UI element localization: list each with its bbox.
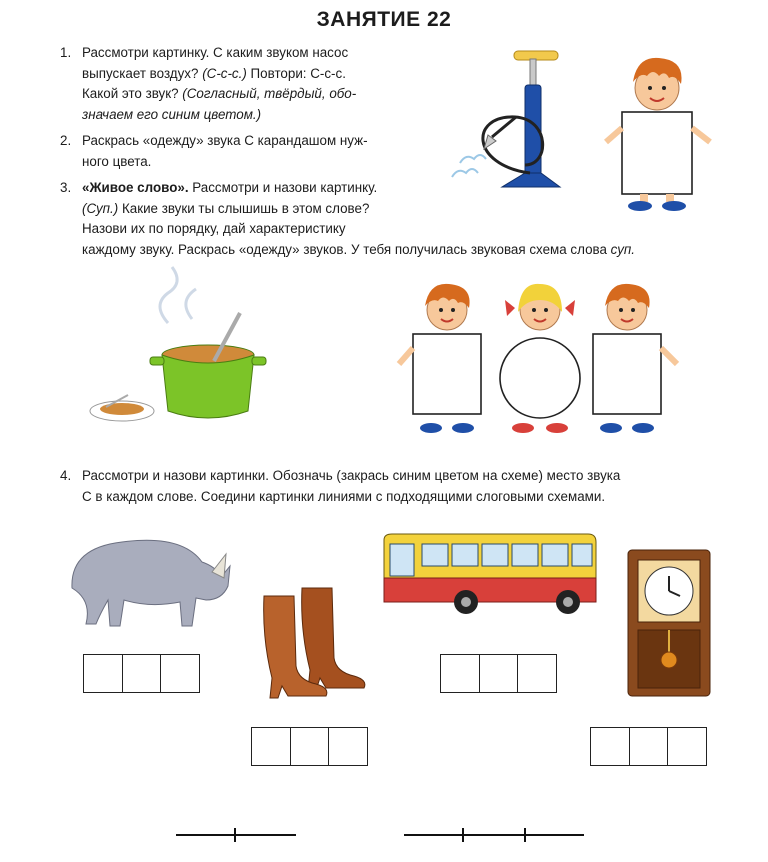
task-4-number: 4. — [60, 468, 72, 483]
task-3-question: Какие звуки ты слышишь в этом слове? — [121, 200, 370, 216]
sound-cell[interactable] — [83, 654, 123, 693]
sound-cell[interactable] — [328, 727, 368, 766]
task-1-hint: (Согласный, твёрдый, обо- — [182, 86, 357, 101]
sound-cell[interactable] — [440, 654, 480, 693]
rhino-illustration — [62, 528, 232, 633]
soup-pot-illustration — [88, 283, 268, 433]
syllable-divider — [524, 828, 526, 842]
boy-sound-figure — [600, 48, 720, 218]
task-1-line-2 — [82, 64, 412, 85]
task-4 — [60, 466, 732, 507]
sound-cell[interactable] — [479, 654, 519, 693]
task-4-line-2: С в каждом слове. Соедини картинки линиями с подходящими слоговыми схемами. — [82, 488, 606, 504]
sound-scheme-boots[interactable] — [253, 727, 368, 766]
task-1-hint-end: значаем его синим цветом.) — [82, 106, 262, 122]
boots-illustration — [258, 582, 368, 697]
bicycle-pump-illustration — [430, 45, 570, 195]
child-consonant-1 — [399, 284, 481, 433]
task-3-number: 3. — [60, 180, 72, 195]
task-3-word: суп. — [610, 241, 636, 257]
sound-cell[interactable] — [251, 727, 291, 766]
sound-scheme-bus[interactable] — [442, 654, 557, 693]
task-3-answer: (Суп.) — [82, 200, 119, 216]
task-3-instruction: каждому звуку. Раскрась «одежду» звуков. У тебя получилась звуковая схема слова — [82, 241, 607, 257]
child-vowel — [500, 284, 580, 433]
bus-illustration — [378, 530, 600, 620]
sound-cell[interactable] — [629, 727, 669, 766]
task-1-line-4 — [82, 105, 412, 126]
task-2-number: 2. — [60, 133, 72, 148]
task-4-line-1: Рассмотри и назови картинки. Обозначь (закрась синим цветом на схеме) место звука — [82, 468, 621, 483]
syllable-divider — [234, 828, 236, 842]
task-1-text: выпускает воздух? — [82, 65, 199, 81]
task-1-number: 1. — [60, 45, 72, 60]
task-2 — [60, 131, 412, 172]
sound-cell[interactable] — [667, 727, 707, 766]
task-1 — [60, 43, 412, 125]
task-3-heading: «Живое слово». — [82, 180, 189, 195]
syllable-scheme-two[interactable] — [176, 834, 296, 836]
sound-cell[interactable] — [160, 654, 200, 693]
syllable-divider — [462, 828, 464, 842]
children-sound-scheme — [395, 278, 685, 440]
sound-scheme-clock[interactable] — [592, 727, 707, 766]
wall-clock-illustration — [624, 546, 714, 698]
task-2-line-1: Раскрась «одежду» звука С карандашом нуж- — [82, 133, 368, 148]
task-3-line-4 — [82, 240, 722, 261]
task-1-question: Какой это звук? — [82, 86, 179, 101]
task-1-answer: (С-с-с.) — [202, 65, 247, 81]
task-1-line-3 — [82, 84, 412, 105]
sound-cell[interactable] — [122, 654, 162, 693]
sound-cell[interactable] — [517, 654, 557, 693]
task-1-repeat: Повтори: С-с-с. — [250, 65, 346, 81]
child-consonant-2 — [593, 284, 677, 433]
sound-scheme-rhino[interactable] — [85, 654, 200, 693]
task-3-text: Рассмотри и назови картинку. — [192, 180, 378, 195]
page-title: ЗАНЯТИЕ 22 — [316, 8, 452, 31]
task-3-line-3: Назови их по порядку, дай характеристику — [82, 221, 346, 236]
task-2-line-2: ного цвета. — [82, 153, 152, 169]
sound-cell[interactable] — [590, 727, 630, 766]
task-1-line-1: Рассмотри картинку. С каким звуком насос — [82, 45, 349, 60]
syllable-scheme-three[interactable] — [404, 834, 584, 836]
sound-cell[interactable] — [290, 727, 330, 766]
